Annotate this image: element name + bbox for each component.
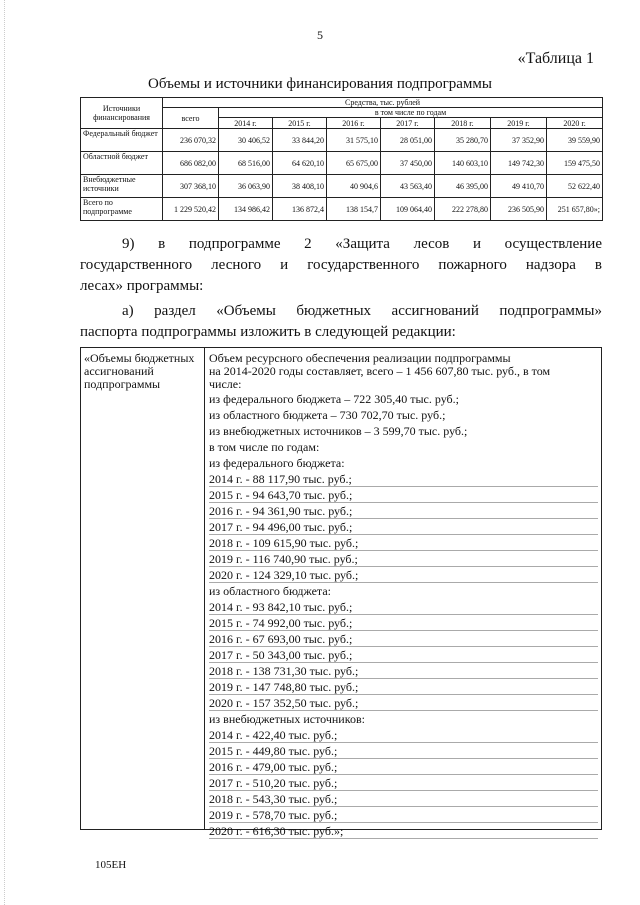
row-label: Федеральный бюджет (81, 129, 163, 152)
passport-extra-year: 2019 г. - 578,70 тыс. руб.; (209, 807, 598, 823)
paragraph-a-line-2: паспорта подпрограммы изложить в следующей редакции: (80, 324, 456, 340)
paragraph-9 (80, 234, 602, 297)
passport-extra-heading: из внебюджетных источников: (209, 712, 365, 726)
row-value: 136 872,4 (273, 198, 327, 221)
row-value: 49 410,70 (491, 175, 547, 198)
row-value: 28 051,00 (381, 129, 435, 152)
margin-line (4, 0, 6, 905)
passport-extra-year: 2020 г. - 616,30 тыс. руб.»; (209, 823, 598, 839)
passport-extra-year: 2016 г. - 479,00 тыс. руб.; (209, 759, 598, 775)
row-value: 109 064,40 (381, 198, 435, 221)
passport-regional-year: 2016 г. - 67 693,00 тыс. руб.; (209, 631, 598, 647)
row-value: 138 154,7 (327, 198, 381, 221)
passport-regional-year: 2020 г. - 157 352,50 тыс. руб.; (209, 695, 598, 711)
passport-extra-year: 2015 г. - 449,80 тыс. руб.; (209, 743, 598, 759)
row-value: 134 986,42 (219, 198, 273, 221)
row-value: 251 657,80»; (547, 198, 603, 221)
row-value: 64 620,10 (273, 152, 327, 175)
row-total: 307 368,10 (163, 175, 219, 198)
header-year: 2015 г. (273, 118, 327, 129)
row-value: 43 563,40 (381, 175, 435, 198)
header-year: 2018 г. (435, 118, 491, 129)
header-total: всего (163, 108, 219, 129)
row-value: 38 408,10 (273, 175, 327, 198)
passport-summary-line: из внебюджетных источников – 3 599,70 тыс. руб.; (209, 424, 468, 438)
row-value: 31 575,10 (327, 129, 381, 152)
passport-federal-year: 2014 г. - 88 117,90 тыс. руб.; (209, 471, 598, 487)
row-value: 222 278,80 (435, 198, 491, 221)
page-number: 5 (317, 28, 323, 42)
header-year: 2020 г. (547, 118, 603, 129)
paragraph-9-line-1: 9) в подпрограмме 2 «Защита лесов и осуществление (122, 236, 602, 252)
passport-federal-year: 2020 г. - 124 329,10 тыс. руб.; (209, 567, 598, 583)
header-year: 2019 г. (491, 118, 547, 129)
row-value: 37 450,00 (381, 152, 435, 175)
row-total: 236 070,32 (163, 129, 219, 152)
passport-intro-line: на 2014-2020 годы составляет, всего – 1 456 607,80 тыс. руб., в том (209, 364, 551, 378)
row-value: 149 742,30 (491, 152, 547, 175)
paragraph-9-line-3: лесах» программы: (80, 278, 204, 294)
row-value: 236 505,90 (491, 198, 547, 221)
passport-extra-year: 2018 г. - 543,30 тыс. руб.; (209, 791, 598, 807)
passport-extra-year: 2017 г. - 510,20 тыс. руб.; (209, 775, 598, 791)
row-value: 36 063,90 (219, 175, 273, 198)
passport-regional-year: 2015 г. - 74 992,00 тыс. руб.; (209, 615, 598, 631)
row-value: 30 406,52 (219, 129, 273, 152)
row-value: 68 516,00 (219, 152, 273, 175)
table-row (81, 152, 603, 175)
header-year: 2014 г. (219, 118, 273, 129)
passport-federal-year: 2017 г. - 94 496,00 тыс. руб.; (209, 519, 598, 535)
row-value: 52 622,40 (547, 175, 603, 198)
passport-summary-line: из федерального бюджета – 722 305,40 тыс. руб.; (209, 392, 459, 406)
passport-extra-year: 2014 г. - 422,40 тыс. руб.; (209, 727, 598, 743)
passport-federal-heading: из федерального бюджета: (209, 456, 345, 470)
passport-section-table (80, 347, 602, 838)
passport-right-cell (206, 348, 601, 839)
row-value: 46 395,00 (435, 175, 491, 198)
table-caption: «Таблица 1 (517, 50, 594, 67)
table-row (81, 129, 603, 152)
passport-federal-year: 2019 г. - 116 740,90 тыс. руб.; (209, 551, 598, 567)
passport-federal-year: 2016 г. - 94 361,90 тыс. руб.; (209, 503, 598, 519)
passport-regional-year: 2017 г. - 50 343,00 тыс. руб.; (209, 647, 598, 663)
header-source: Источники финансирования (81, 98, 163, 129)
row-label: Областной бюджет (81, 152, 163, 175)
row-value: 37 352,90 (491, 129, 547, 152)
table-title: Объемы и источники финансирования подпрограммы (148, 76, 492, 92)
footer-code: 105ЕН (95, 859, 127, 871)
passport-left-cell: «Объемы бюджетных ассигнований подпрограммы (81, 348, 205, 829)
header-year: 2016 г. (327, 118, 381, 129)
passport-summary-line: из областного бюджета – 730 702,70 тыс. руб.; (209, 408, 446, 422)
row-label: Всего по подпрограмме (81, 198, 163, 221)
passport-federal-year: 2015 г. - 94 643,70 тыс. руб.; (209, 487, 598, 503)
passport-regional-year: 2014 г. - 93 842,10 тыс. руб.; (209, 599, 598, 615)
passport-intro-line: числе: (209, 377, 242, 391)
row-total: 686 082,00 (163, 152, 219, 175)
row-value: 159 475,50 (547, 152, 603, 175)
table-row (81, 198, 603, 221)
row-label: Внебюджетные источники (81, 175, 163, 198)
paragraph-a (80, 301, 602, 343)
row-value: 33 844,20 (273, 129, 327, 152)
paragraph-a-line-1: а) раздел «Объемы бюджетных ассигнований подпрограммы» (122, 303, 602, 319)
row-value: 65 675,00 (327, 152, 381, 175)
passport-summary-line: в том числе по годам: (209, 440, 320, 454)
table-row (81, 175, 603, 198)
row-total: 1 229 520,42 (163, 198, 219, 221)
header-by-year: в том числе по годам (219, 108, 603, 118)
row-value: 39 559,90 (547, 129, 603, 152)
header-funds: Средства, тыс. рублей (163, 98, 603, 108)
passport-federal-year: 2018 г. - 109 615,90 тыс. руб.; (209, 535, 598, 551)
header-year: 2017 г. (381, 118, 435, 129)
passport-regional-year: 2019 г. - 147 748,80 тыс. руб.; (209, 679, 598, 695)
row-value: 35 280,70 (435, 129, 491, 152)
row-value: 140 603,10 (435, 152, 491, 175)
financing-table (80, 97, 603, 221)
paragraph-9-line-2: государственного лесного и государственного пожарного надзора в (80, 257, 602, 273)
passport-regional-year: 2018 г. - 138 731,30 тыс. руб.; (209, 663, 598, 679)
passport-intro-line: Объем ресурсного обеспечения реализации подпрограммы (209, 351, 511, 365)
passport-regional-heading: из областного бюджета: (209, 584, 331, 598)
row-value: 40 904,6 (327, 175, 381, 198)
